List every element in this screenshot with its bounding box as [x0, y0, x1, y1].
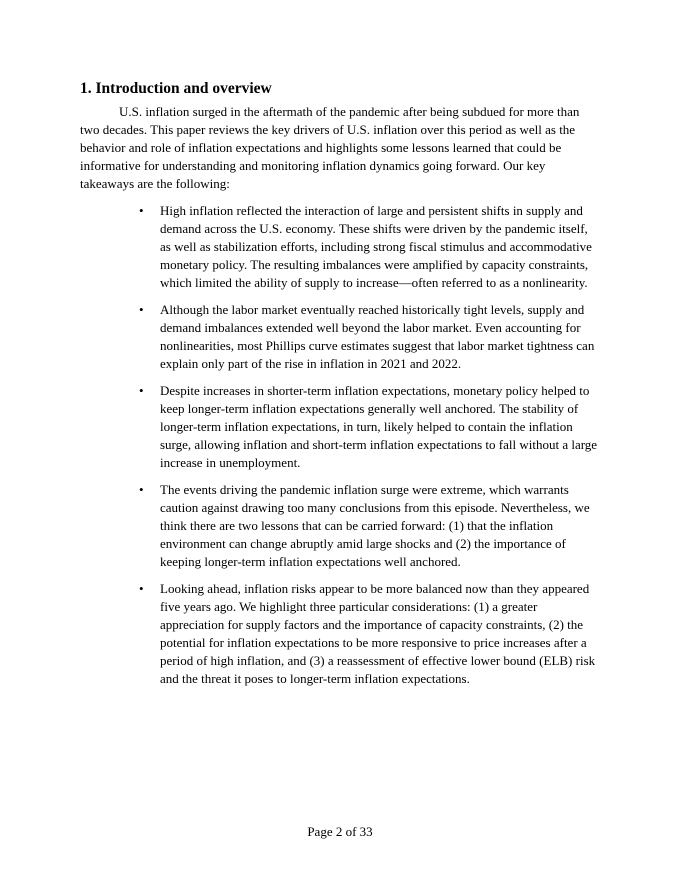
- bullet-marker: •: [139, 482, 144, 498]
- takeaway-text: High inflation reflected the interaction of large and persistent shifts in supply and demand across the U.S. economy. These shifts were driven by the pandemic itself, as well as stabilization efforts, including strong fiscal stimulus and accommodative monetary policy. The resulting imbalances were amplified by capacity constraints, which limited the ability of supply to increase—often referred to as a nonlinearity.: [160, 203, 592, 290]
- bullet-marker: •: [139, 302, 144, 318]
- section-heading: 1. Introduction and overview: [80, 80, 272, 97]
- intro-paragraph: U.S. inflation surged in the aftermath of the pandemic after being subdued for more than two decades. This paper reviews the key drivers of U.S. inflation over this period as well as the behavior and role of inflation expectations and highlights some lessons learned that could be informative for understanding and monitoring inflation dynamics going forward. Our key takeaways are the following:: [80, 104, 580, 191]
- bullet-marker: •: [139, 203, 144, 218]
- takeaways-list: [139, 202, 600, 697]
- takeaway-item: [139, 481, 600, 571]
- page-number: Page 2 of 33: [307, 824, 373, 839]
- takeaway-item: [139, 382, 600, 472]
- takeaway-item: [139, 580, 600, 687]
- bullet-marker: •: [139, 383, 144, 399]
- takeaway-text: Looking ahead, inflation risks appear to be more balanced now than they appeared five years ago. We highlight three particular considerations: (1) a greater appreciation for supply factors and the importance of capacity constraints, (2) the potential for inflation expectations to be more responsive to price increases after a period of high inflation, and (3) a reassessment of effective lower bound (ELB) risk and the threat it poses to longer-term inflation expectations.: [160, 581, 596, 686]
- bullet-marker: •: [139, 581, 144, 597]
- takeaway-text: Despite increases in shorter-term inflation expectations, monetary policy helped to keep longer-term inflation expectations generally well anchored. The stability of longer-term inflation expectations, in turn, likely helped to contain the inflation surge, allowing inflation and short-term inflation expectations to fall without a large increase in unemployment.: [160, 383, 598, 470]
- takeaway-text: The events driving the pandemic inflation surge were extreme, which warrants caution against drawing too many conclusions from this episode. Nevertheless, we think there are two lessons that can be carried forward: (1) that the inflation environment can change abruptly amid large shocks and (2) the importance of keeping longer-term inflation expectations well anchored.: [160, 482, 590, 569]
- takeaway-item: [139, 202, 600, 292]
- takeaway-text: Although the labor market eventually reached historically tight levels, supply and demand imbalances extended well beyond the labor market. Even accounting for nonlinearities, most Phillips curve estimates suggest that labor market tightness can explain only part of the rise in inflation in 2021 and 2022.: [160, 302, 595, 371]
- takeaway-item: [139, 301, 600, 373]
